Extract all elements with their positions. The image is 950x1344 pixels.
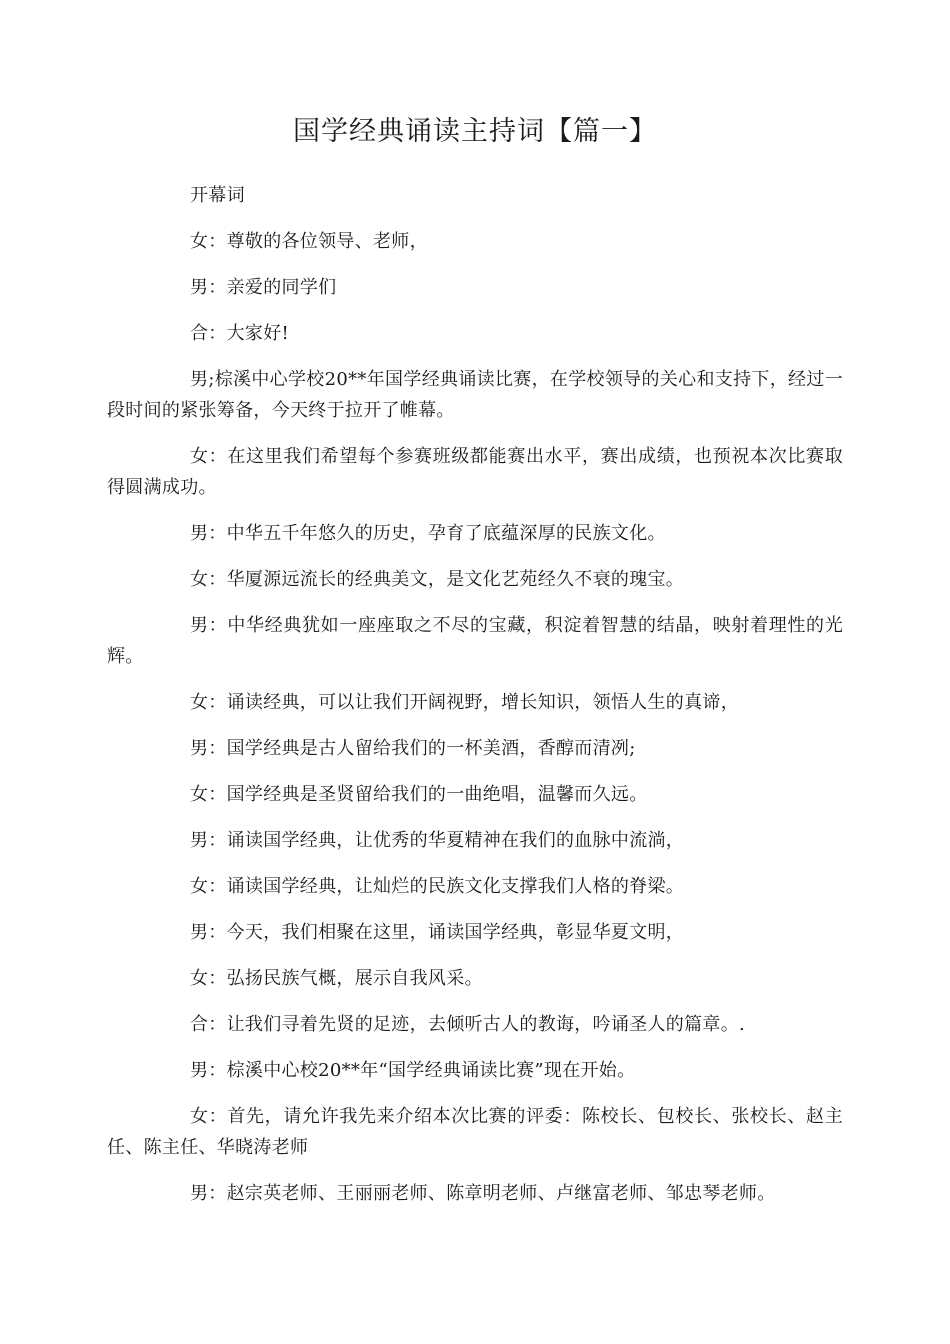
paragraph: 女：尊敬的各位领导、老师， — [190, 231, 428, 252]
paragraph: 合：让我们寻着先贤的足迹，去倾听古人的教诲，吟诵圣人的篇章。. — [190, 1014, 746, 1035]
document-title: 国学经典诵读主持词【篇一】 — [293, 116, 657, 147]
paragraph: 女：诵读国学经典，让灿烂的民族文化支撑我们人格的脊梁。 — [190, 876, 685, 897]
paragraph: 女：在这里我们希望每个参赛班级都能赛出水平，赛出成绩，也预祝本次比赛取得圆满成功。 — [107, 446, 843, 498]
paragraph: 女：弘扬民族气概，展示自我风采。 — [190, 968, 483, 989]
document-body — [107, 180, 843, 1224]
paragraph: 男：棕溪中心校20**年“国学经典诵读比赛”现在开始。 — [190, 1060, 636, 1081]
paragraph: 女：诵读经典，可以让我们开阔视野，增长知识，领悟人生的真谛， — [190, 692, 739, 713]
paragraph: 男：国学经典是古人留给我们的一杯美酒，香醇而清冽; — [190, 738, 636, 759]
paragraph: 男：中华经典犹如一座座取之不尽的宝藏，积淀着智慧的结晶，映射着理性的光辉。 — [107, 615, 843, 667]
paragraph: 男：中华五千年悠久的历史，孕育了底蕴深厚的民族文化。 — [190, 523, 666, 544]
paragraph: 合：大家好! — [190, 323, 290, 344]
paragraph: 女：华厦源远流长的经典美文，是文化艺苑经久不衰的瑰宝。 — [190, 569, 685, 590]
paragraph: 男：诵读国学经典，让优秀的华夏精神在我们的血脉中流淌， — [190, 830, 685, 851]
paragraph: 开幕词 — [190, 185, 245, 206]
paragraph: 女：首先，请允许我先来介绍本次比赛的评委：陈校长、包校长、张校长、赵主任、陈主任、华晓涛老师 — [107, 1106, 843, 1158]
paragraph: 男：亲爱的同学们 — [190, 277, 337, 298]
paragraph: 男：赵宗英老师、王丽丽老师、陈章明老师、卢继富老师、邹忠琴老师。 — [190, 1183, 776, 1204]
paragraph: 女：国学经典是圣贤留给我们的一曲绝唱，温馨而久远。 — [190, 784, 648, 805]
paragraph: 男;棕溪中心学校20**年国学经典诵读比赛，在学校领导的关心和支持下，经过一段时间的紧张筹备，今天终于拉开了帷幕。 — [107, 369, 843, 421]
paragraph: 男：今天，我们相聚在这里，诵读国学经典，彰显华夏文明， — [190, 922, 685, 943]
